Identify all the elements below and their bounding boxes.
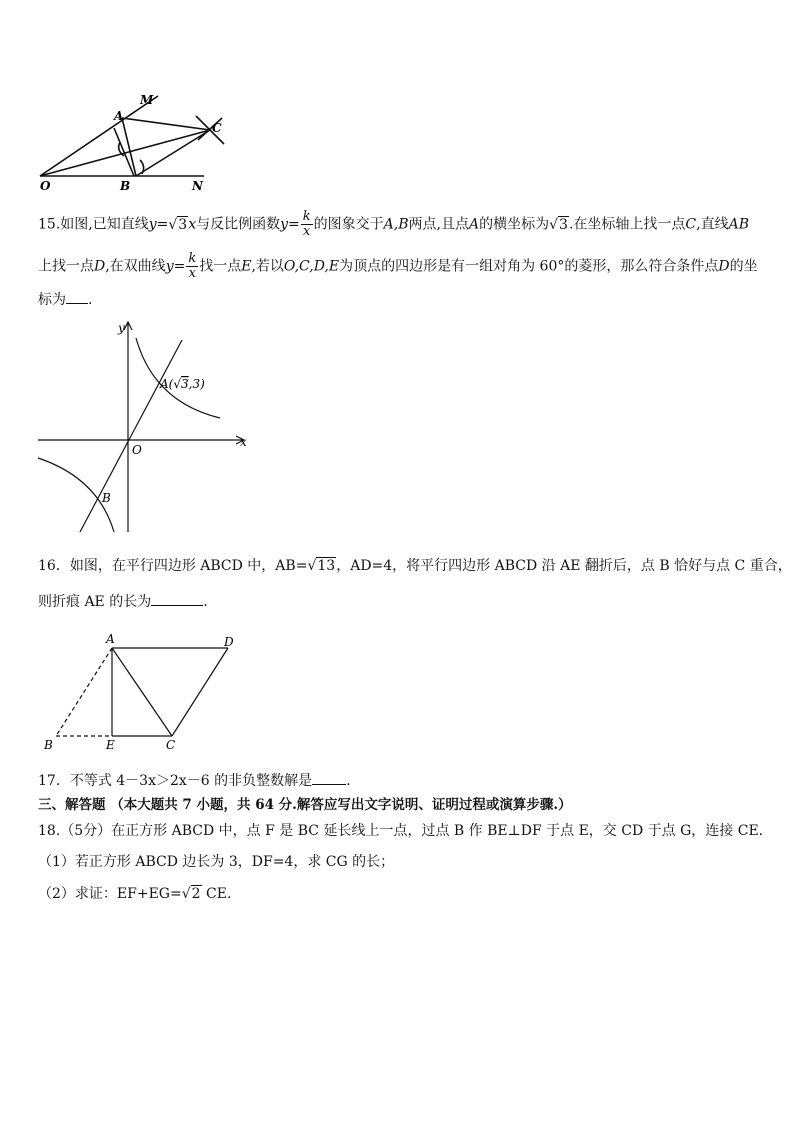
answer-blank-16: [151, 605, 203, 606]
vertex-a-label: A: [106, 632, 115, 646]
vertex-d-label: D: [224, 635, 234, 649]
figure-rhombus-construction: [36, 90, 236, 200]
point-b-label: B: [102, 491, 111, 505]
label-o: O: [40, 179, 51, 193]
label-c: C: [212, 121, 222, 135]
vertex-b-label: B: [44, 738, 53, 752]
axis-y-label: y: [118, 321, 125, 335]
q15-line1: 15.如图,已知直线y=√3x与反比例函数y= $\frac{k}{x}$ 的图象交于A,B两点,且点A的横坐标为√3.在坐标轴上找一点C,直线AB: [38, 209, 749, 239]
label-a: A: [114, 109, 124, 123]
q16-line2: 则折痕 AE 的长为 .: [38, 594, 208, 610]
figure-parallelogram: [40, 632, 250, 756]
axis-x-label: x: [240, 435, 247, 449]
figure-hyperbola-line: [36, 318, 256, 536]
q18-part2: （2）求证：EF+EG=√2 CE.: [38, 886, 232, 902]
q15-line3: 标为 .: [38, 292, 93, 308]
answer-blank-17: [312, 784, 346, 785]
label-n: N: [192, 179, 203, 193]
fraction-k-over-x-2: $\frac{k}{x}$: [188, 251, 197, 281]
origin-label: O: [132, 443, 142, 457]
fraction-k-over-x: $\frac{k}{x}$: [302, 209, 311, 239]
vertex-c-label: C: [166, 738, 176, 752]
section-heading-3: 三、解答题 （本大题共 7 小题，共 64 分.解答应写出文字说明、证明过程或演算步骤.）: [38, 797, 572, 813]
label-b: B: [120, 179, 131, 193]
point-a-label: A(√3,3): [160, 377, 205, 391]
answer-blank-15: [66, 303, 88, 304]
q16-line1: 16．如图，在平行四边形 ABCD 中，AB=√13，AD=4，将平行四边形 ABCD 沿 AE 翻折后，点 B 恰好与点 C 重合，: [38, 558, 792, 574]
q15-line2: 上找一点D,在双曲线y= $\frac{k}{x}$ 找一点E,若以O,C,D,E为顶点的四边形是有一组对角为 60°的菱形，那么符合条件点D的坐: [38, 251, 758, 281]
point-e-label: E: [106, 738, 115, 752]
q18-stem: 18.（5分）在正方形 ABCD 中，点 F 是 BC 延长线上一点，过点 B 作 BE⊥DF 于点 E，交 CD 于点 G，连接 CE.: [38, 823, 764, 839]
q18-part1: （1）若正方形 ABCD 边长为 3，DF=4，求 CG 的长；: [38, 854, 395, 870]
label-m: M: [140, 93, 154, 107]
q17-line: 17．不等式 4－3x＞2x－6 的非负整数解是 .: [38, 773, 351, 789]
